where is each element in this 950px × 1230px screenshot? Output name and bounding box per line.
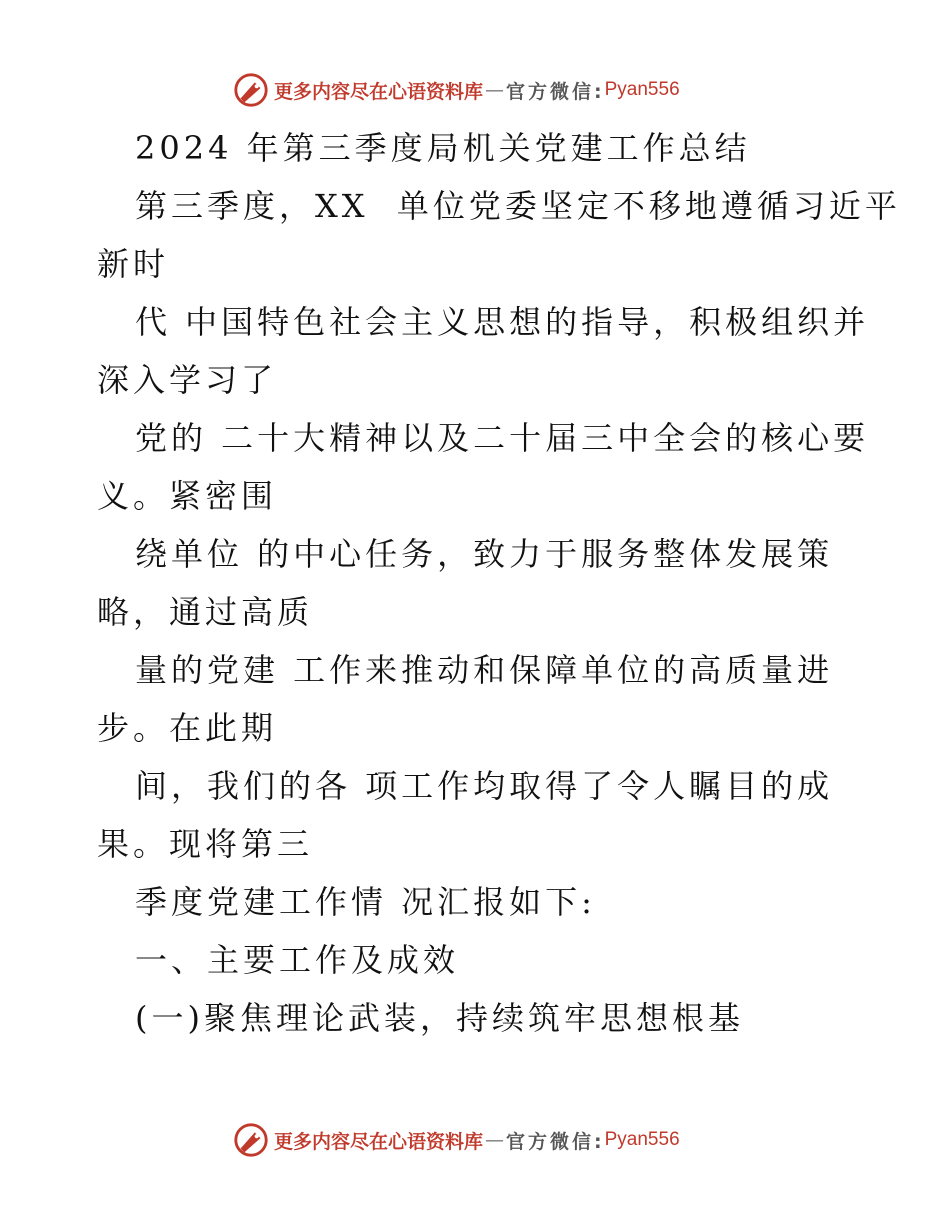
pen-nib-logo-icon: [232, 1121, 270, 1159]
paragraph-line: 季度党建工作情 况汇报如下:: [135, 883, 596, 921]
paragraph-line: 义。紧密围: [97, 477, 278, 515]
paragraph-line: 深入学习了: [97, 361, 278, 399]
footer-watermark: [232, 1120, 680, 1160]
paragraph-line: 党的 二十大精神以及二十届三中全会的核心要: [135, 419, 870, 457]
paragraph-line: 略，通过高质: [97, 593, 314, 631]
pen-nib-logo-icon: [232, 71, 270, 109]
paragraph-line: 代 中国特色社会主义思想的指导，积极组织并: [135, 303, 870, 341]
section-heading: 一、主要工作及成效: [135, 941, 460, 979]
watermark-dash: —: [485, 79, 505, 101]
paragraph-line: 间，我们的各 项工作均取得了令人瞩目的成: [135, 767, 834, 805]
header-watermark: [232, 70, 680, 110]
subsection-heading: (一)聚焦理论武装，持续筑牢思想根基: [135, 999, 744, 1037]
document-title: 2024 年第三季度局机关党建工作总结: [135, 129, 751, 167]
paragraph-line: 绕单位 的中心任务，致力于服务整体发展策: [135, 535, 834, 573]
watermark-official-label: 官方微信:: [506, 1130, 605, 1153]
paragraph-line: 新时: [97, 245, 170, 283]
paragraph-line: 第三季度，XX 单位党委坚定不移地遵循习近平: [135, 187, 901, 225]
paragraph-line: 果。现将第三: [97, 825, 314, 863]
watermark-wechat-id: Pyan556: [604, 1129, 680, 1150]
watermark-official-label: 官方微信:: [506, 80, 605, 103]
paragraph-line: 量的党建 工作来推动和保障单位的高质量进: [135, 651, 834, 689]
watermark-text: 更多内容尽在心语资料库: [274, 1130, 484, 1153]
paragraph-line: 步。在此期: [97, 709, 278, 747]
watermark-dash: —: [485, 1129, 505, 1151]
watermark-text: 更多内容尽在心语资料库: [274, 80, 484, 103]
watermark-wechat-id: Pyan556: [604, 79, 680, 100]
